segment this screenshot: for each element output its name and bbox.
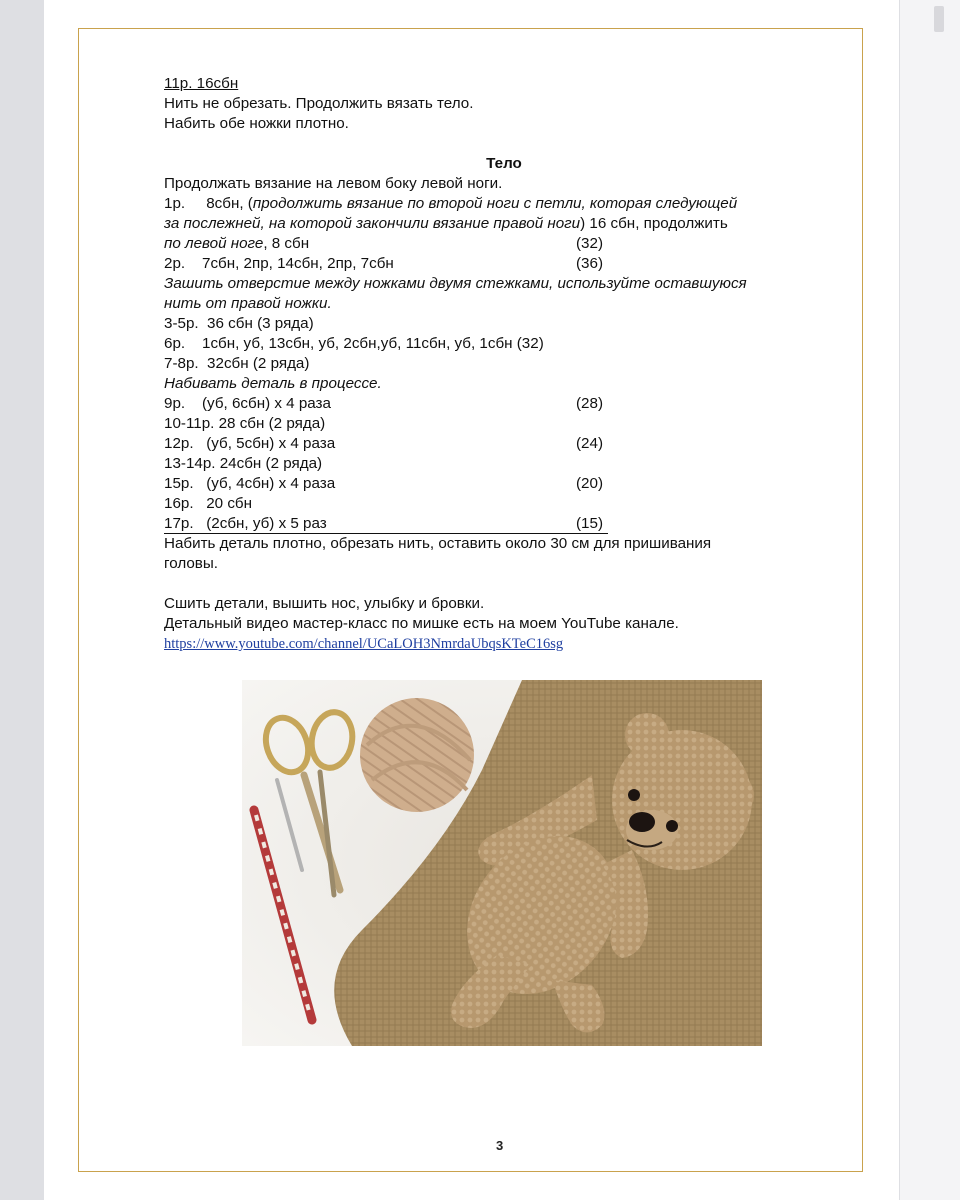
youtube-channel-link[interactable]: https://www.youtube.com/channel/UCaLOH3NmrdaUbqsKTeC16sg bbox=[164, 636, 564, 652]
stuff-note: Набивать деталь в процессе. bbox=[164, 375, 382, 392]
row-1-note-b: за послежней, на которой закончили вязание правой ноги bbox=[164, 215, 581, 232]
row-6: 6р. 1сбн, уб, 13сбн, уб, 2сбн,уб, 11сбн, уб, 1сбн (32) bbox=[164, 335, 544, 352]
note-no-cut: Нить не обрезать. Продолжить вязать тело. bbox=[164, 95, 474, 112]
row-9-text: 9р. (уб, 6сбн) х 4 раза bbox=[164, 395, 331, 412]
row-10-11: 10-11р. 28 сбн (2 ряда) bbox=[164, 415, 326, 432]
finish-a: Набить деталь плотно, обрезать нить, оставить около 30 см для пришивания bbox=[164, 535, 712, 552]
row-1-note-c: по левой ноге bbox=[164, 235, 264, 252]
viewer-scrollbar-track[interactable] bbox=[900, 0, 960, 1200]
row-1-count: (32) bbox=[576, 235, 604, 252]
row-1-label: 1р. bbox=[164, 195, 186, 212]
yarn-ball-icon bbox=[360, 698, 474, 812]
row-12-text: 12р. (уб, 5сбн) х 4 раза bbox=[164, 435, 336, 452]
row-3-5: 3-5р. 36 сбн (3 ряда) bbox=[164, 315, 314, 332]
video-note: Детальный видео мастер-класс по мишке есть на моем YouTube канале. bbox=[164, 615, 679, 632]
row-1-line-c bbox=[164, 234, 844, 254]
page-number: 3 bbox=[496, 1138, 504, 1153]
row-15 bbox=[164, 474, 844, 494]
row-2-text: 2р. 7сбн, 2пр, 14сбн, 2пр, 7сбн bbox=[164, 255, 394, 272]
row-16: 16р. 20 сбн bbox=[164, 495, 253, 512]
assemble-note: Сшить детали, вышить нос, улыбку и бровки. bbox=[164, 595, 485, 612]
row-9-count: (28) bbox=[576, 395, 604, 412]
sew-note-a: Зашить отверстие между ножками двумя стежками, используйте оставшуюся bbox=[164, 275, 747, 292]
row-17 bbox=[164, 514, 608, 534]
row-13-14: 13-14р. 24сбн (2 ряда) bbox=[164, 455, 323, 472]
row-15-count: (20) bbox=[576, 475, 604, 492]
row-17-text: 17р. (2сбн, уб) х 5 раз bbox=[164, 515, 327, 532]
finish-b: головы. bbox=[164, 555, 219, 572]
row-7-8: 7-8р. 32сбн (2 ряда) bbox=[164, 355, 310, 372]
row-1-stitch: 8сбн, ( bbox=[206, 195, 253, 212]
sew-note-b: нить от правой ножки. bbox=[164, 295, 332, 312]
row-1-note-a: продолжить вязание по второй ноги с петли, которая следующей bbox=[252, 195, 738, 212]
note-stuff-legs: Набить обе ножки плотно. bbox=[164, 115, 349, 132]
row-11: 11р. 16сбн bbox=[164, 75, 239, 92]
row-2-count: (36) bbox=[576, 255, 604, 272]
row-9 bbox=[164, 394, 844, 414]
row-17-count: (15) bbox=[576, 515, 604, 532]
row-1-tail-b: ) 16 сбн, продолжить bbox=[580, 215, 728, 232]
row-1-tail-c: , 8 сбн bbox=[263, 235, 310, 252]
row-2 bbox=[164, 254, 844, 274]
pattern-text bbox=[164, 74, 844, 654]
viewer-scrollbar-thumb[interactable] bbox=[934, 6, 944, 32]
crochet-bear-photo bbox=[242, 680, 762, 1046]
body-intro: Продолжать вязание на левом боку левой ноги. bbox=[164, 175, 503, 192]
row-1-line-b bbox=[164, 214, 844, 234]
row-1-line-a bbox=[164, 194, 844, 214]
row-15-text: 15р. (уб, 4сбн) х 4 раза bbox=[164, 475, 336, 492]
row-12 bbox=[164, 434, 844, 454]
row-12-count: (24) bbox=[576, 435, 604, 452]
section-title: Тело bbox=[486, 155, 522, 172]
